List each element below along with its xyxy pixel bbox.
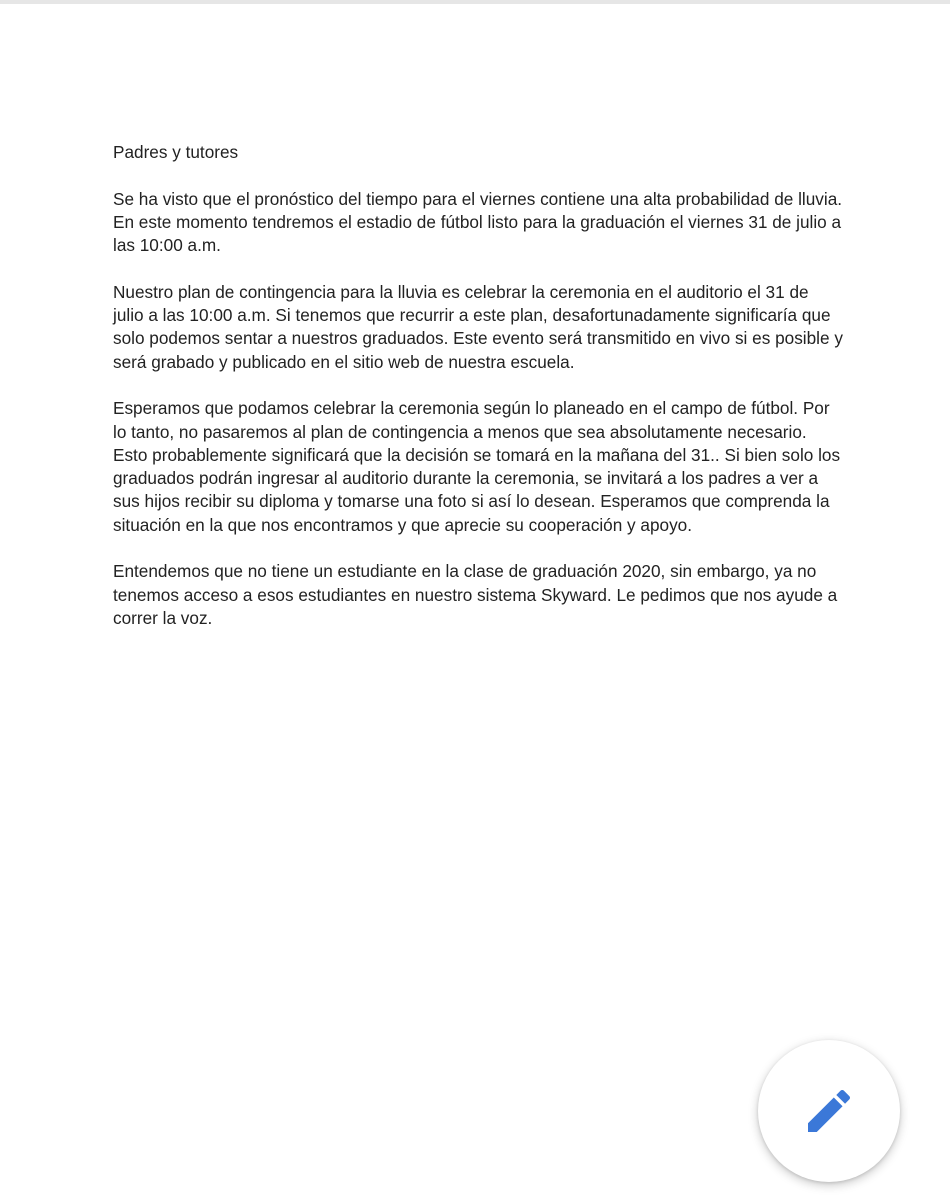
- edit-button[interactable]: [758, 1040, 900, 1182]
- paragraph-forecast: Se ha visto que el pronóstico del tiempo para el viernes contiene una alta probabilidad de lluvia. En este momento tendremos el estadio de fútbol listo para la graduación el viernes 31 de julio a las 10:00 a.m.: [113, 188, 843, 256]
- paragraph-contingency-plan: Nuestro plan de contingencia para la lluvia es celebrar la ceremonia en el auditorio el 31 de julio a las 10:00 a.m. Si tenemos que recurrir a este plan, desafortunadamente significaría que solo podemos sentar a nuestros graduados. Este evento será transmitido en vivo si es posible y será grabado y publicado en el sitio web de nuestra escuela.: [113, 281, 843, 372]
- pencil-icon: [801, 1083, 857, 1139]
- paragraph-spread-the-word: Entendemos que no tiene un estudiante en la clase de graduación 2020, sin embargo, ya no tenemos acceso a esos estudiantes en nuestro sistema Skyward. Le pedimos que nos ayude a correr la voz.: [113, 561, 838, 628]
- document-body: [113, 141, 843, 654]
- document-page[interactable]: [0, 4, 950, 1200]
- greeting: Padres y tutores: [113, 142, 239, 162]
- paragraph-football-field: Esperamos que podamos celebrar la ceremonia según lo planeado en el campo de fútbol. Por lo tanto, no pasaremos al plan de contingencia a menos que sea absolutamente necesario. Esto probablemente significará que la decisión se tomará en la mañana del 31.. Si bien solo los graduados podrán ingresar al auditorio durante la ceremonia, se invitará a los padres a ver a sus hijos recibir su diploma y tomarse una foto si así lo desean. Esperamos que comprenda la situación en la que nos encontramos y que aprecie su cooperación y apoyo.: [113, 398, 841, 535]
